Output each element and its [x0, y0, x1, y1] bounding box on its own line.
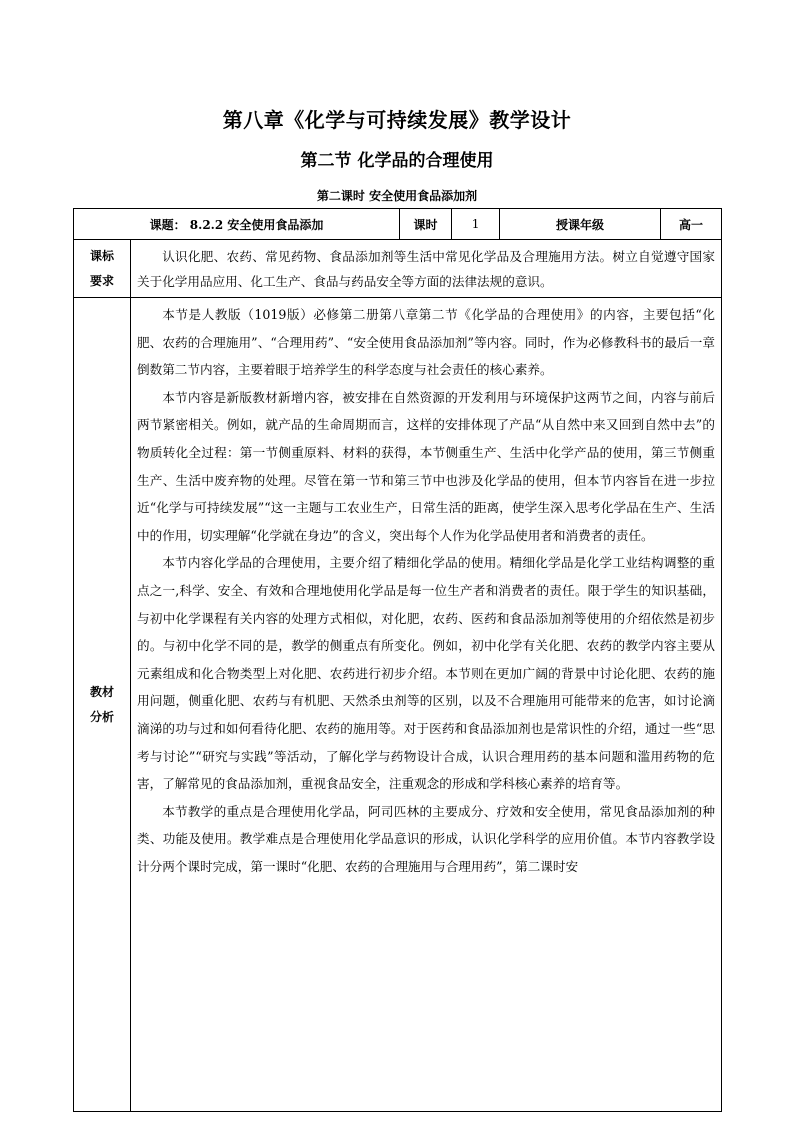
section-title: 第二节 化学品的合理使用 — [300, 151, 494, 171]
analysis-row — [74, 298, 722, 1112]
analysis-label: 教材 分析 — [74, 298, 131, 1112]
period-value-cell: 1 — [452, 209, 500, 240]
standard-text: 认识化肥、农药、常见药物、食品添加剂等生活中常见化学品及合理施用方法。树立自觉遵守国家关于化学用品应用、化工生产、食品与药品安全等方面的法律法规的意识。 — [137, 249, 716, 289]
document-title: 第八章《化学与可持续发展》教学设计 — [222, 108, 572, 132]
lesson-title: 第二课时 安全使用食品添加剂 — [316, 189, 478, 203]
table-header-row — [74, 209, 722, 240]
analysis-paragraph: 本节是人教版（1019版）必修第二册第八章第二节《化学品的合理使用》的内容，主要包括“化肥、农药的合理施用”、“合理用药”、“安全使用食品添加剂”等内容。同时，作为必修教科书的最后一章倒数第二节内容，主要着眼于培养学生的科学态度与社会责任的核心素养。 — [137, 307, 716, 378]
standard-text-cell — [131, 240, 722, 298]
standard-label: 课标 要求 — [74, 240, 131, 298]
lesson-plan-table — [73, 208, 722, 1112]
analysis-text-cell — [131, 298, 722, 1112]
analysis-paragraph: 本节内容是新版教材新增内容，被安排在自然资源的开发利用与环境保护这两节之间，内容与前后两节紧密相关。例如，就产品的生命周期而言，这样的安排体现了产品“从自然中来又回到自然中去”的物质转化全过程：第一节侧重原料、材料的获得，本节侧重生产、生活中化学产品的使用，第三节侧重生产、生活中废弃物的处理。尽管在第一节和第三节中也涉及化学品的使用，但本节内容旨在进一步拉近“化学与可持续发展”“这一主题与工农业生产，日常生活的距离，使学生深入思考化学品在生产、生活中的作用，切实理解“化学就在身边”的含义，突出每个人作为化学品使用者和消费者的责任。 — [137, 389, 716, 543]
topic-cell: 课题： 8.2.2 安全使用食品添加 — [74, 209, 400, 240]
analysis-paragraph: 本节教学的重点是合理使用化学品，阿司匹林的主要成分、疗效和安全使用，常见食品添加剂的种类、功能及使用。教学难点是合理使用化学品意识的形成，认识化学科学的应用价值。本节内容教学设计分两个课时完成，第一课时“化肥、农药的合理施用与合理用药”，第二课时安 — [137, 803, 716, 874]
grade-label-cell: 授课年级 — [500, 209, 661, 240]
standard-row — [74, 240, 722, 298]
grade-value-cell: 高一 — [661, 209, 722, 240]
period-label-cell: 课时 — [400, 209, 452, 240]
analysis-paragraph: 本节内容化学品的合理使用，主要介绍了精细化学品的使用。精细化学品是化学工业结构调整的重点之一,科学、安全、有效和合理地使用化学品是每一位生产者和消费者的责任。限于学生的知识基础，与初中化学课程有关内容的处理方式相似，对化肥，农药、医药和食品添加剂等使用的介绍依然是初步的。与初中化学不同的是，教学的侧重点有所变化。例如，初中化学有关化肥、农药的教学内容主要从元素组成和化合物类型上对化肥、农药进行初步介绍。本节则在更加广阔的背景中讨论化肥、农药的施用问题，侧重化肥、农药与有机肥、天然杀虫剂等的区别，以及不合理施用可能带来的危害，如讨论滴滴涕的功与过和如何看待化肥、农药的施用等。对于医药和食品添加剂也是常识性的介绍，通过一些“思考与讨论”“研究与实践”等活动，了解化学与药物设计合成，认识合理用药的基本问题和滥用药物的危害，了解常见的食品添加剂，重视食品安全，注重观念的形成和学科核心素养的培育等。 — [137, 555, 716, 792]
